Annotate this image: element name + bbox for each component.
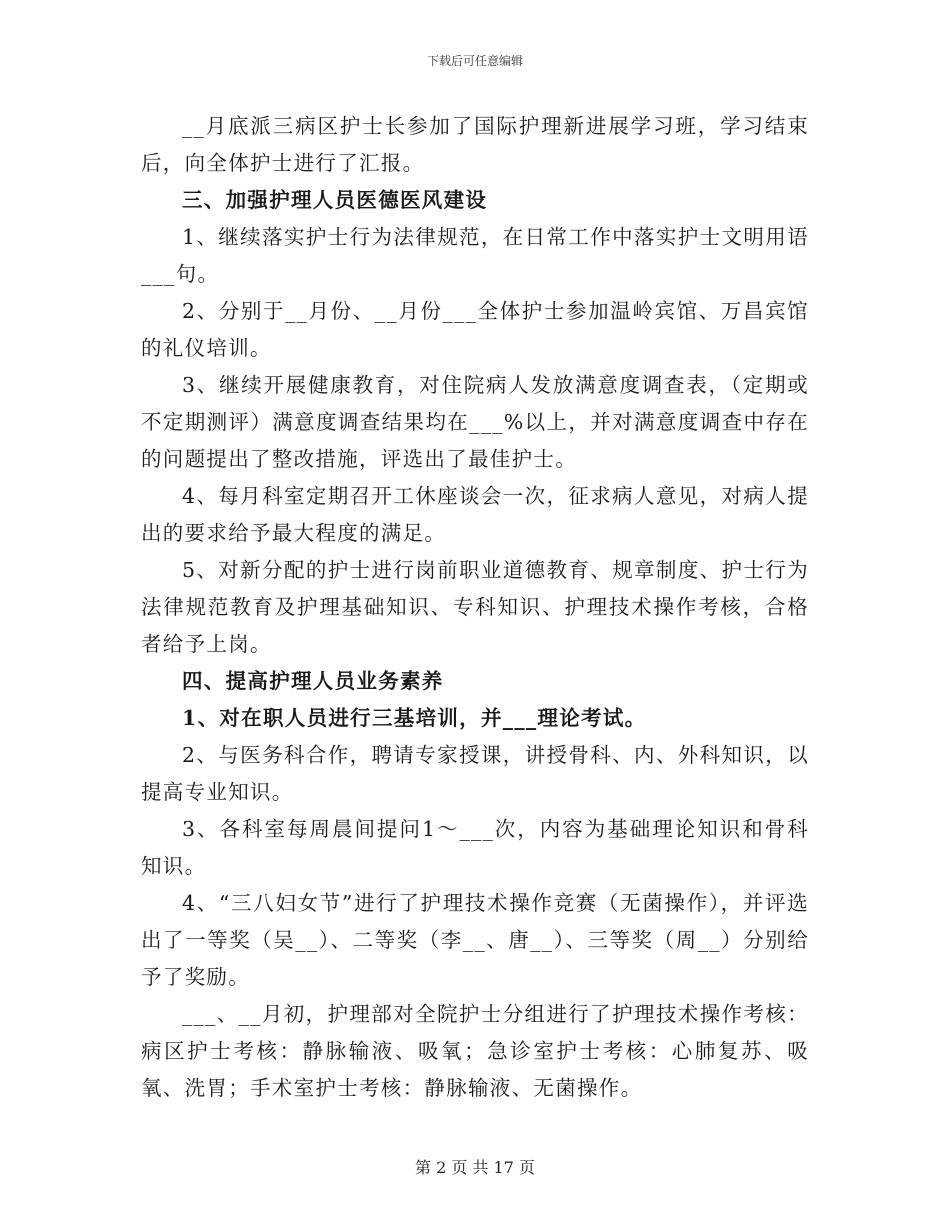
page-footer: 第 2 页 共 17 页: [415, 1158, 535, 1177]
paragraph: 3、继续开展健康教育，对住院病人发放满意度调查表，（定期或不定期测评）满意度调查结果均在___%以上，并对满意度调查中存在的问题提出了整改措施，评选出了最佳护士。: [141, 373, 809, 471]
document-body: [141, 108, 809, 1107]
bold-paragraph: 1、对在职人员进行三基培训，并___理论考试。: [182, 706, 647, 730]
section-heading: 四、提高护理人员业务素养: [182, 669, 444, 693]
paragraph: 4、“三八妇女节”进行了护理技术操作竞赛（无菌操作），并评选出了一等奖（吴__）、二等奖（李__、唐__）、三等奖（周__）分别给予了奖励。: [141, 891, 809, 989]
paragraph: 1、继续落实护士行为法律规范，在日常工作中落实护士文明用语___句。: [141, 225, 809, 286]
paragraph: 4、每月科室定期召开工休座谈会一次，征求病人意见，对病人提出的要求给予最大程度的满足。: [141, 484, 809, 545]
paragraph: 2、与医务科合作，聘请专家授课，讲授骨科、内、外科知识，以提高专业知识。: [141, 743, 809, 804]
paragraph: 5、对新分配的护士进行岗前职业道德教育、规章制度、护士行为法律规范教育及护理基础知识、专科知识、护理技术操作考核，合格者给予上岗。: [141, 558, 809, 656]
section-heading: 三、加强护理人员医德医风建设: [182, 188, 488, 212]
page-header: 下载后可任意编辑: [426, 54, 523, 68]
paragraph: ___、__月初，护理部对全院护士分组进行了护理技术操作考核：病区护士考核：静脉输液、吸氧；急诊室护士考核：心肺复苏、吸氧、洗胃；手术室护士考核：静脉输液、无菌操作。: [141, 1002, 809, 1100]
paragraph: 2、分别于__月份、__月份___全体护士参加温岭宾馆、万昌宾馆的礼仪培训。: [141, 299, 809, 360]
paragraph: __月底派三病区护士长参加了国际护理新进展学习班，学习结束后，向全体护士进行了汇报。: [141, 114, 809, 175]
paragraph: 3、各科室每周晨间提问1～___次，内容为基础理论知识和骨科知识。: [141, 817, 809, 878]
